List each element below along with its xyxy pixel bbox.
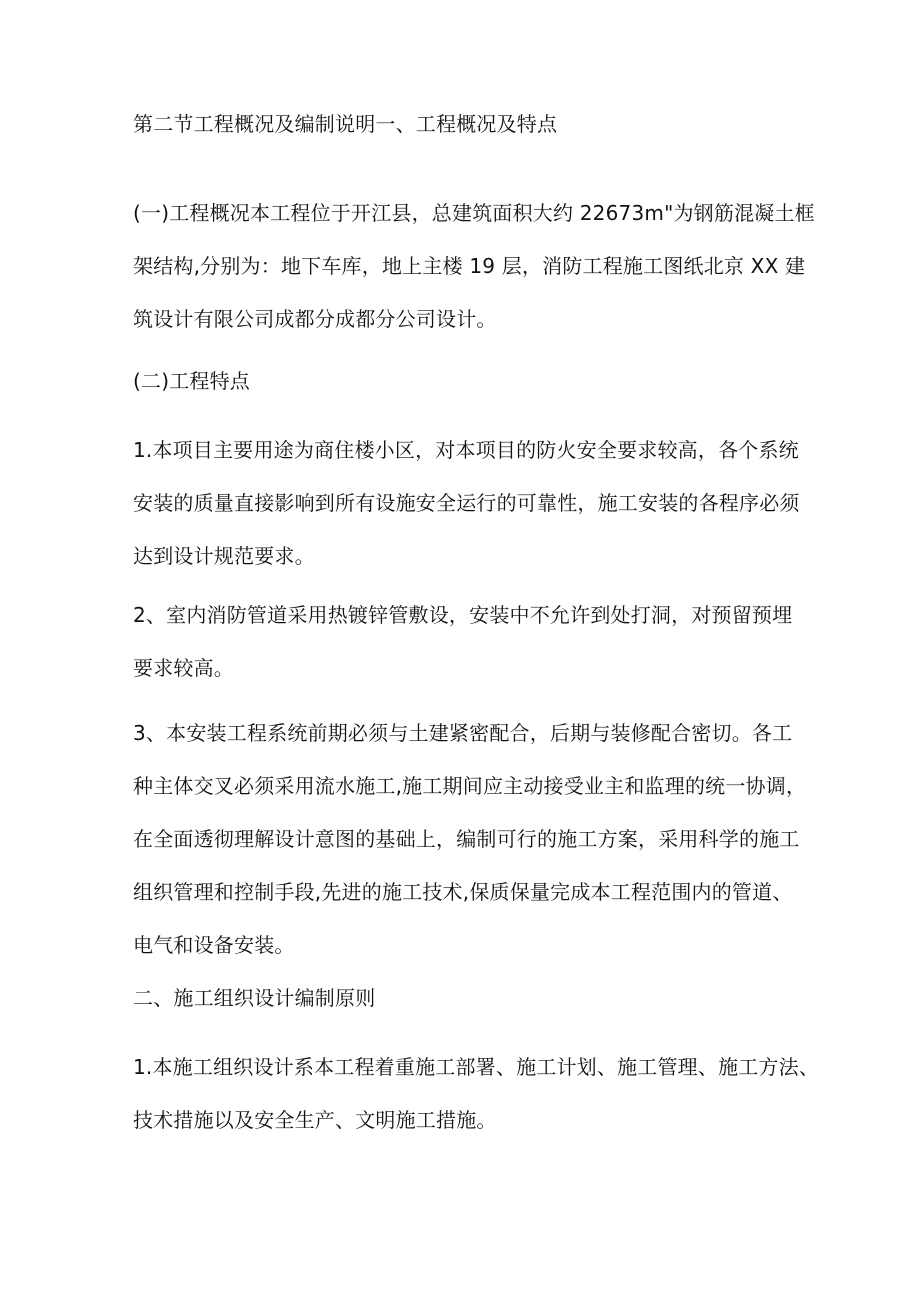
paragraph-line: (一)工程概况本工程位于开江县，总建筑面积大约 22673m"为钢筋混凝土框 xyxy=(133,201,815,225)
paragraph-line: 种主体交叉必须采用流水施工,施工期间应主动接受业主和监理的统一协调， xyxy=(133,774,807,798)
paragraph-line: 安装的质量直接影响到所有设施安全运行的可靠性，施工安装的各程序必须 xyxy=(133,491,800,515)
feature-3-paragraph xyxy=(133,707,807,972)
paragraph-line: 技术措施以及安全生产、文明施工措施。 xyxy=(133,1108,497,1132)
paragraph-line: 3、本安装工程系统前期必须与土建紧密配合，后期与装修配合密切。各工 xyxy=(133,721,793,745)
paragraph-line: 组织管理和控制手段,先进的施工技术,保质保量完成本工程范围内的管道、 xyxy=(133,880,793,904)
paragraph-line: 2、室内消防管道采用热镀锌管敷设，安装中不允许到处打洞，对预留预埋 xyxy=(133,603,793,627)
principle-1-paragraph xyxy=(133,1041,820,1147)
feature-1-paragraph xyxy=(133,424,800,583)
features-subheading xyxy=(133,355,793,408)
paragraph-line: 电气和设备安装。 xyxy=(133,933,295,957)
section-heading xyxy=(133,98,793,151)
paragraph-line: 1.本项目主要用途为商住楼小区，对本项目的防火安全要求较高，各个系统 xyxy=(133,438,799,462)
section-2-heading xyxy=(133,972,793,1025)
paragraph-line: 架结构,分别为：地下车库，地上主楼 19 层，消防工程施工图纸北京 XX 建 xyxy=(133,254,806,278)
paragraph-line: 达到设计规范要求。 xyxy=(133,544,315,568)
feature-2-paragraph xyxy=(133,589,793,695)
heading-line: 第二节工程概况及编制说明一、工程概况及特点 xyxy=(133,112,558,136)
overview-paragraph xyxy=(133,187,815,346)
paragraph-line: 1.本施工组织设计系本工程着重施工部署、施工计划、施工管理、施工方法、 xyxy=(133,1055,820,1079)
heading-line: 二、施工组织设计编制原则 xyxy=(133,986,376,1010)
paragraph-line: 筑设计有限公司成都分成都分公司设计。 xyxy=(133,307,497,331)
paragraph-line: 在全面透彻理解设计意图的基础上，编制可行的施工方案，采用科学的施工 xyxy=(133,827,800,851)
paragraph-line: 要求较高。 xyxy=(133,656,234,680)
subheading-line: (二)工程特点 xyxy=(133,369,251,393)
